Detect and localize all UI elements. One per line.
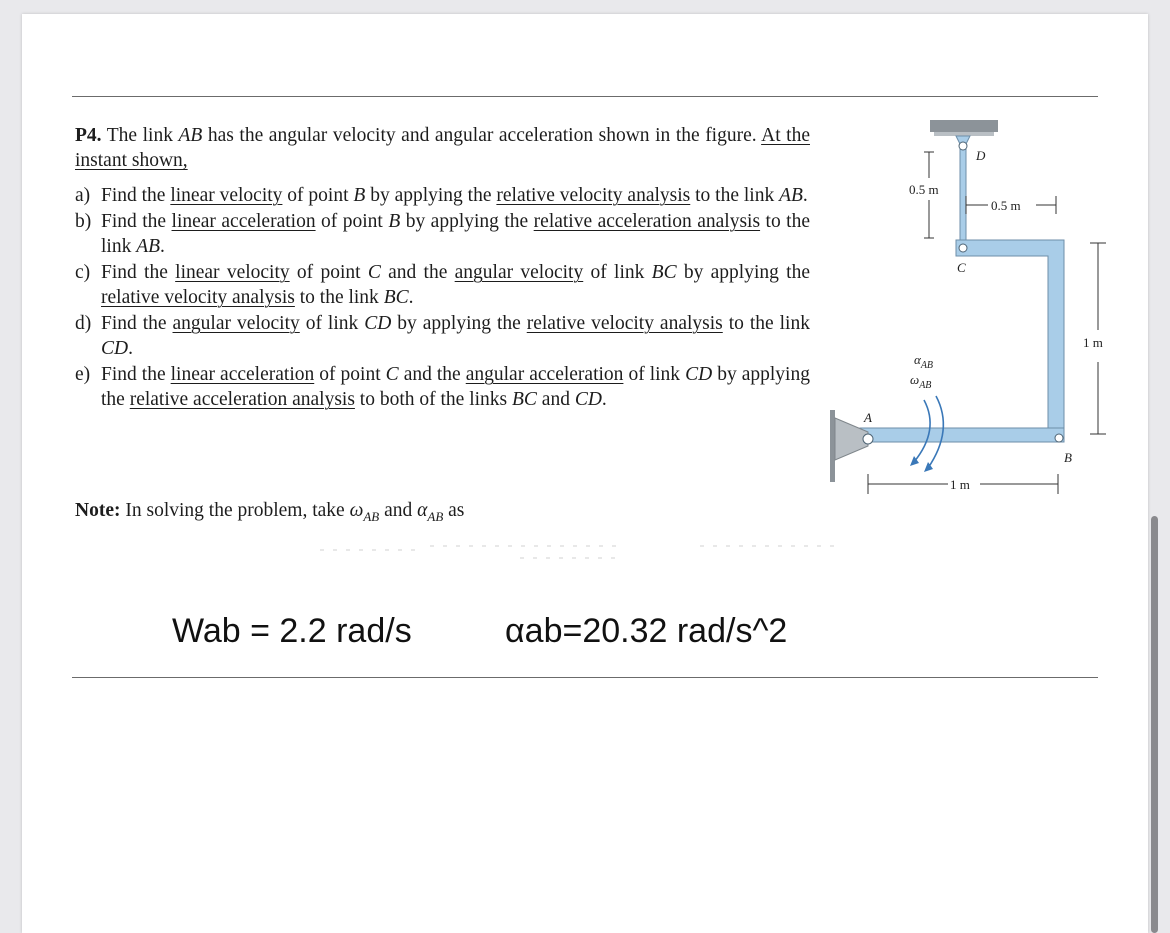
svg-text:B: B xyxy=(1064,450,1072,465)
instant-shown: At the instant shown, xyxy=(75,125,810,171)
note: Note: In solving the problem, take $\omega_{AB}$ and $\alpha_{AB}$ as xyxy=(75,500,465,524)
question-d: d) Find the angular velocity of link CD by applying the relative velocity analysis to the link CD. xyxy=(75,313,810,359)
svg-text:0.5 m: 0.5 m xyxy=(909,182,939,197)
faint-scan-artifact xyxy=(320,540,840,562)
link-cd xyxy=(956,136,970,243)
svg-text:C: C xyxy=(957,260,966,275)
scrollbar[interactable] xyxy=(1151,516,1158,933)
alpha-ab-value: αab=20.32 rad/s^2 xyxy=(505,612,788,650)
pin-c xyxy=(959,244,967,252)
pin-b xyxy=(1055,434,1063,442)
ceiling-support xyxy=(930,120,998,132)
question-list xyxy=(75,183,810,412)
svg-text:1 m: 1 m xyxy=(1083,335,1103,350)
svg-text:A: A xyxy=(864,410,872,425)
question-b: b) Find the linear acceleration of point B by applying the relative acceleration analysis to the link AB. xyxy=(75,211,810,257)
question-a: a) Find the linear velocity of point B by applying the relative velocity analysis to the link AB. xyxy=(75,185,808,206)
pin-a xyxy=(863,434,873,444)
bottom-divider xyxy=(72,677,1098,678)
top-divider xyxy=(72,96,1098,97)
problem-statement xyxy=(75,123,810,413)
omega-ab-value: Wab = 2.2 rad/s xyxy=(172,612,412,650)
problem-number: P4. xyxy=(75,125,102,146)
svg-text:αAB: $\alpha_{AB}$ xyxy=(914,352,934,371)
svg-text:ωAB: $\omega_{AB}$ xyxy=(910,372,932,391)
svg-text:1 m: 1 m xyxy=(950,477,970,492)
svg-text:D: D xyxy=(976,148,986,163)
given-values xyxy=(0,612,1170,662)
pin-d xyxy=(959,142,967,150)
mechanism-figure xyxy=(830,110,1120,500)
svg-text:0.5 m: 0.5 m xyxy=(991,198,1021,213)
link-bc xyxy=(956,240,1064,434)
link-ab xyxy=(860,428,1064,442)
wall-support xyxy=(830,410,835,482)
problem-intro: P4. The link AB has the angular velocity and angular acceleration shown in the figure. At the instant shown, xyxy=(75,125,810,171)
question-e: e) Find the linear acceleration of point C and the angular acceleration of link CD by applying the relative acceleration analysis to both of the links BC and CD. xyxy=(75,364,810,410)
question-c: c) Find the linear velocity of point C and the angular velocity of link BC by applying the relative velocity analysis to the link BC. xyxy=(75,262,810,308)
